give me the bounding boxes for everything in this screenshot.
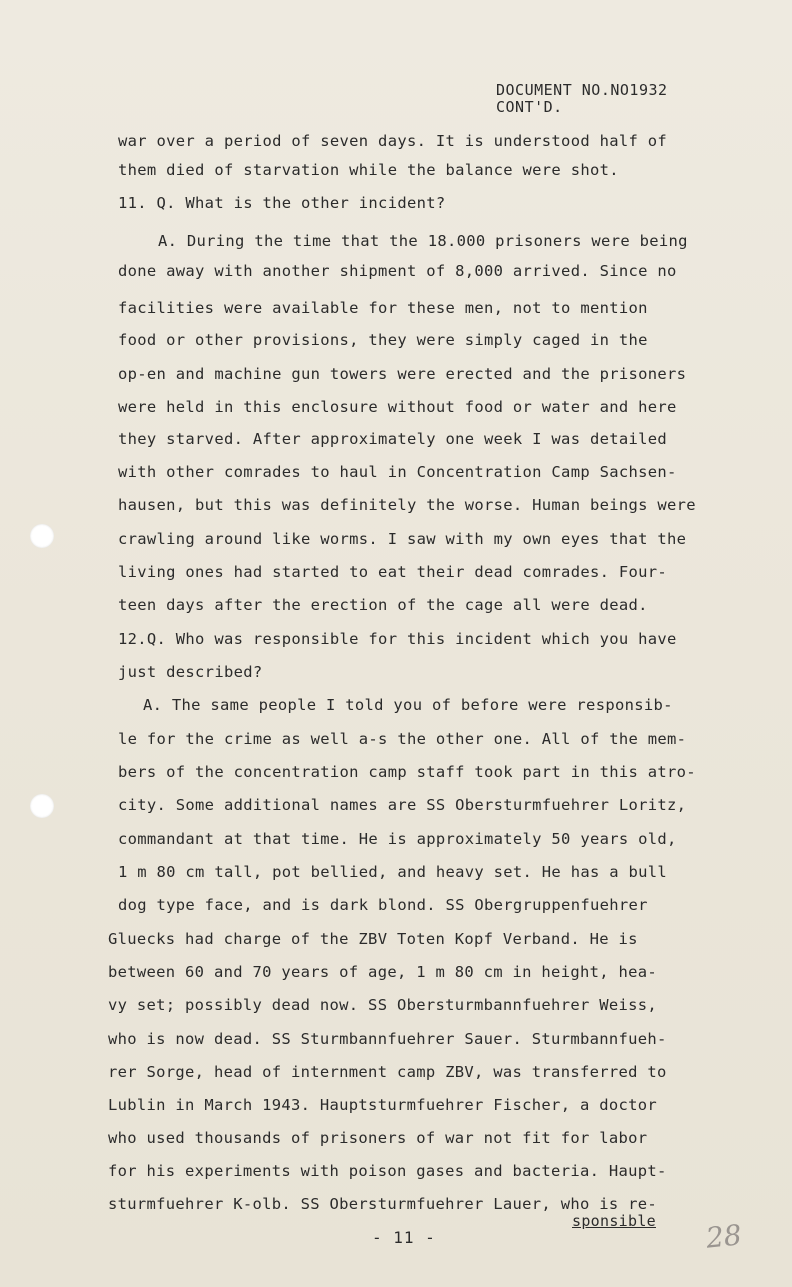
text-line: vy set; possibly dead now. SS Obersturmbannfuehrer Weiss, (108, 996, 658, 1014)
text-line: rer Sorge, head of internment camp ZBV, was transferred to (108, 1063, 667, 1081)
text-line: living ones had started to eat their dead comrades. Four- (118, 563, 668, 581)
text-line: them died of starvation while the balance were shot. (118, 161, 619, 179)
page-number: - 11 - (372, 1228, 436, 1247)
text-line: between 60 and 70 years of age, 1 m 80 cm in height, hea- (108, 963, 658, 981)
punch-hole (30, 794, 54, 818)
text-line: were held in this enclosure without food or water and here (118, 398, 677, 416)
text-line: hausen, but this was definitely the worse. Human beings were (118, 496, 696, 514)
text-line: war over a period of seven days. It is understood half of (118, 132, 668, 150)
document-number: DOCUMENT NO.NO1932 (496, 81, 668, 99)
text-line: 1 m 80 cm tall, pot bellied, and heavy set. He has a bull (118, 863, 668, 881)
text-line: just described? (118, 663, 263, 681)
text-line: facilities were available for these men, not to mention (118, 299, 648, 317)
text-line: 12.Q. Who was responsible for this incident which you have (118, 630, 677, 648)
text-line: city. Some additional names are SS Obersturmfuehrer Loritz, (118, 796, 687, 814)
text-line: bers of the concentration camp staff took part in this atro- (118, 763, 696, 781)
text-line: 11. Q. What is the other incident? (118, 194, 446, 212)
handwritten-page-number: 28 (704, 1218, 744, 1255)
text-line: with other comrades to haul in Concentration Camp Sachsen- (118, 463, 677, 481)
text-line: sturmfuehrer K-olb. SS Obersturmfuehrer Lauer, who is re- (108, 1195, 658, 1213)
text-line: food or other provisions, they were simply caged in the (118, 331, 648, 349)
text-line: A. During the time that the 18.000 prisoners were being (158, 232, 688, 250)
text-line: teen days after the erection of the cage all were dead. (118, 596, 648, 614)
text-line: crawling around like worms. I saw with my own eyes that the (118, 530, 687, 548)
text-line: le for the crime as well a-s the other one. All of the mem- (118, 730, 687, 748)
text-line: dog type face, and is dark blond. SS Obergruppenfuehrer (118, 896, 648, 914)
text-line: they starved. After approximately one week I was detailed (118, 430, 668, 448)
text-line: who is now dead. SS Sturmbannfuehrer Sauer. Sturmbannfueh- (108, 1030, 667, 1048)
text-line: op-en and machine gun towers were erected and the prisoners (118, 365, 687, 383)
text-line: for his experiments with poison gases and bacteria. Haupt- (108, 1162, 667, 1180)
text-line: commandant at that time. He is approximately 50 years old, (118, 830, 677, 848)
punch-hole (30, 524, 54, 548)
text-line: done away with another shipment of 8,000 arrived. Since no (118, 262, 677, 280)
continued-label: CONT'D. (496, 98, 563, 116)
text-line: A. The same people I told you of before were responsib- (143, 696, 673, 714)
document-reference (496, 82, 668, 116)
continuation-word: sponsible (572, 1212, 656, 1230)
text-line: who used thousands of prisoners of war not fit for labor (108, 1129, 648, 1147)
text-line: Gluecks had charge of the ZBV Toten Kopf Verband. He is (108, 930, 638, 948)
text-line: Lublin in March 1943. Hauptsturmfuehrer Fischer, a doctor (108, 1096, 658, 1114)
